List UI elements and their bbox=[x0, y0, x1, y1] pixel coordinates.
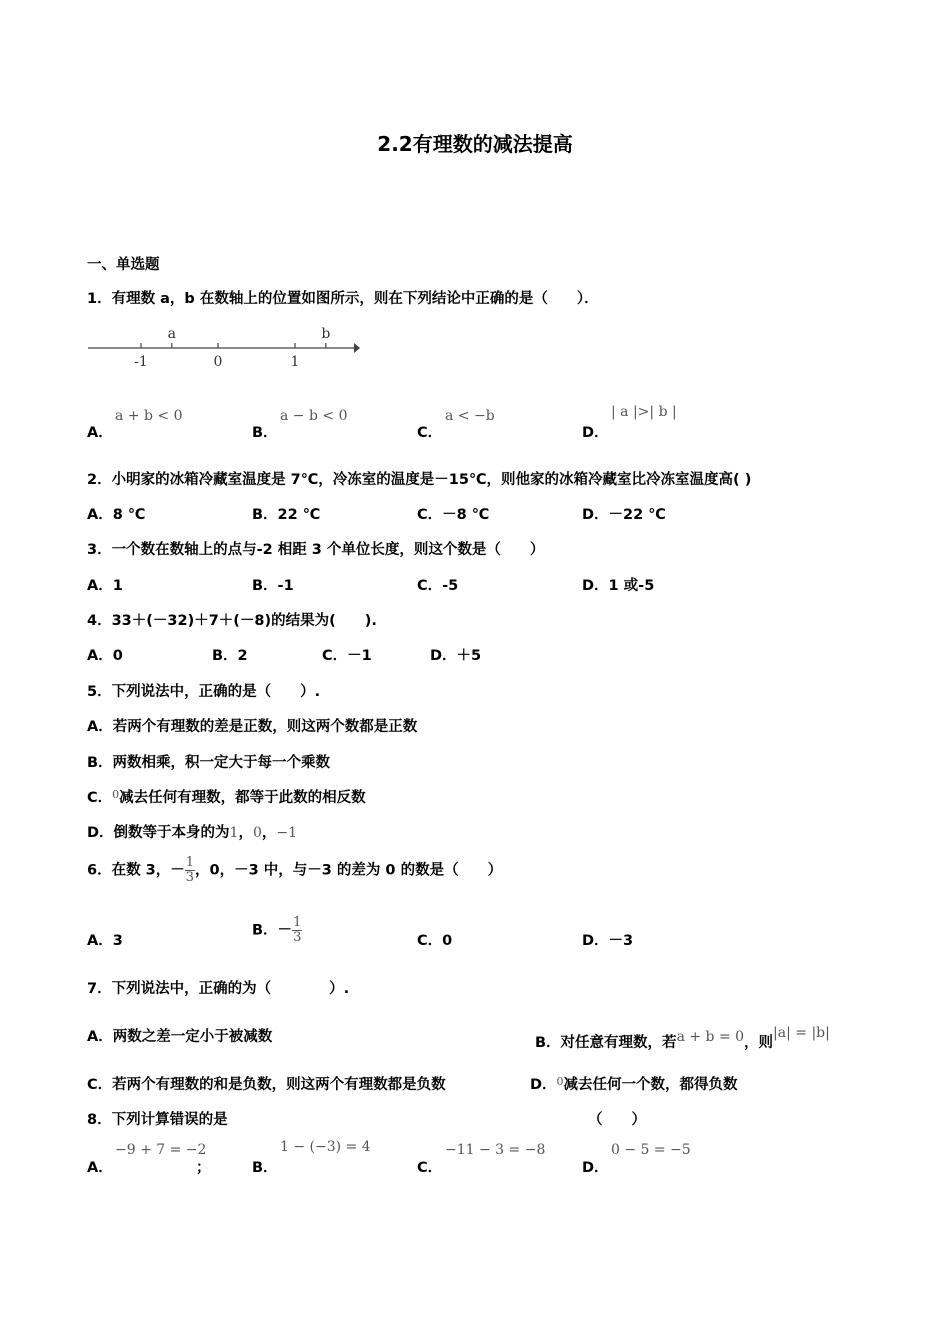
q1-option-a: A． bbox=[87, 425, 113, 441]
q7-option-a: A．两数之差一定小于被减数 bbox=[87, 1029, 273, 1045]
q8-option-c-math: −11 − 3 = −8 bbox=[445, 1142, 546, 1158]
q3-option-c: C．-5 bbox=[417, 578, 459, 594]
q5-option-b: B．两数相乘，积一定大于每一个乘数 bbox=[87, 755, 331, 771]
q7-option-c: C．若两个有理数的和是负数，则这两个有理数都是负数 bbox=[87, 1077, 446, 1093]
q1-option-b: B． bbox=[252, 425, 278, 441]
question-8: 8．下列计算错误的是 bbox=[87, 1112, 228, 1128]
q5-option-d: D．倒数等于本身的为1，0，−1 bbox=[87, 825, 298, 841]
q2-option-b: B．22 ℃ bbox=[252, 507, 321, 523]
point-label-b: b bbox=[321, 326, 331, 342]
number-line-figure bbox=[84, 318, 374, 370]
q2-option-d: D．－22 ℃ bbox=[582, 507, 666, 523]
q8-option-d: D． bbox=[582, 1160, 609, 1176]
q8-answer-paren: （ ） bbox=[588, 1112, 646, 1128]
page-title: 2.2有理数的减法提高 bbox=[377, 132, 573, 156]
axis-tick-label-1: 0 bbox=[213, 354, 223, 370]
q4-option-d: D．＋5 bbox=[430, 648, 482, 664]
q8-option-a-math: −9 + 7 = −2 bbox=[115, 1142, 207, 1158]
question-4: 4．33＋(－32)＋7＋(－8)的结果为( ). bbox=[87, 613, 377, 629]
q3-option-d: D．1 或-5 bbox=[582, 578, 655, 594]
q2-option-c: C．－8 ℃ bbox=[417, 507, 490, 523]
question-5: 5．下列说法中，正确的是（ ）. bbox=[87, 684, 321, 700]
question-3: 3．一个数在数轴上的点与-2 相距 3 个单位长度，则这个数是（ ） bbox=[87, 542, 545, 558]
fraction-one-third: $\frac{1}{3}$ bbox=[185, 855, 195, 885]
q4-option-b: B．2 bbox=[212, 648, 248, 664]
q3-option-b: B．-1 bbox=[252, 578, 294, 594]
question-1: 1．有理数 a，b 在数轴上的位置如图所示，则在下列结论中正确的是（ ）． bbox=[87, 291, 599, 307]
q8-option-d-math: 0 − 5 = −5 bbox=[611, 1142, 691, 1158]
q8-option-a: A． bbox=[87, 1160, 113, 1176]
q5-option-a: A．若两个有理数的差是正数，则这两个数都是正数 bbox=[87, 719, 418, 735]
q7-option-d: D．$^0$减去任何一个数，都得负数 bbox=[530, 1075, 738, 1093]
q6-option-a: A．3 bbox=[87, 933, 123, 949]
q6-option-d: D．－3 bbox=[582, 933, 634, 949]
q4-option-c: C．－1 bbox=[322, 648, 372, 664]
q2-option-a: A．8 ℃ bbox=[87, 507, 146, 523]
q1-option-c: C． bbox=[417, 425, 443, 441]
q1-option-a-math: a + b < 0 bbox=[115, 408, 183, 424]
q8-option-b: B． bbox=[252, 1160, 278, 1176]
axis-tick-label-0: -1 bbox=[134, 354, 148, 370]
q1-option-b-math: a − b < 0 bbox=[280, 408, 348, 424]
q1-option-d-math: | a |>| b | bbox=[611, 404, 677, 420]
question-6: 6．在数 3，－ $\frac{1}{3}$ ，0，－3 中，与－3 的差为 0 的数是（ ） bbox=[87, 855, 503, 885]
q5-option-c: C．$^0$减去任何有理数，都等于此数的相反数 bbox=[87, 788, 366, 806]
q8-option-a-semicolon: ； bbox=[196, 1160, 211, 1176]
q1-option-c-math: a < −b bbox=[445, 408, 495, 424]
section-heading: 一、单选题 bbox=[87, 257, 160, 273]
q6-option-c: C．0 bbox=[417, 933, 453, 949]
q4-option-a: A．0 bbox=[87, 648, 123, 664]
axis-tick-label-2: 1 bbox=[290, 354, 300, 370]
q8-option-c: C． bbox=[417, 1160, 443, 1176]
question-7: 7．下列说法中，正确的为（ ）. bbox=[87, 981, 350, 997]
point-label-a: a bbox=[167, 326, 176, 342]
fraction-one-third: $\frac{1}{3}$ bbox=[293, 915, 302, 945]
q3-option-a: A．1 bbox=[87, 578, 123, 594]
q7-option-b: B．对任意有理数，若a + b = 0，则|a| = |b| bbox=[535, 1025, 830, 1051]
question-2: 2．小明家的冰箱冷藏室温度是 7℃，冷冻室的温度是－15℃，则他家的冰箱冷藏室比冷冻室温度高( ) bbox=[87, 472, 752, 488]
q6-option-b: B．－ $\frac{1}{3}$ bbox=[252, 915, 302, 945]
q8-option-b-math: 1 − (−3) = 4 bbox=[280, 1139, 371, 1155]
q1-option-d: D． bbox=[582, 425, 609, 441]
